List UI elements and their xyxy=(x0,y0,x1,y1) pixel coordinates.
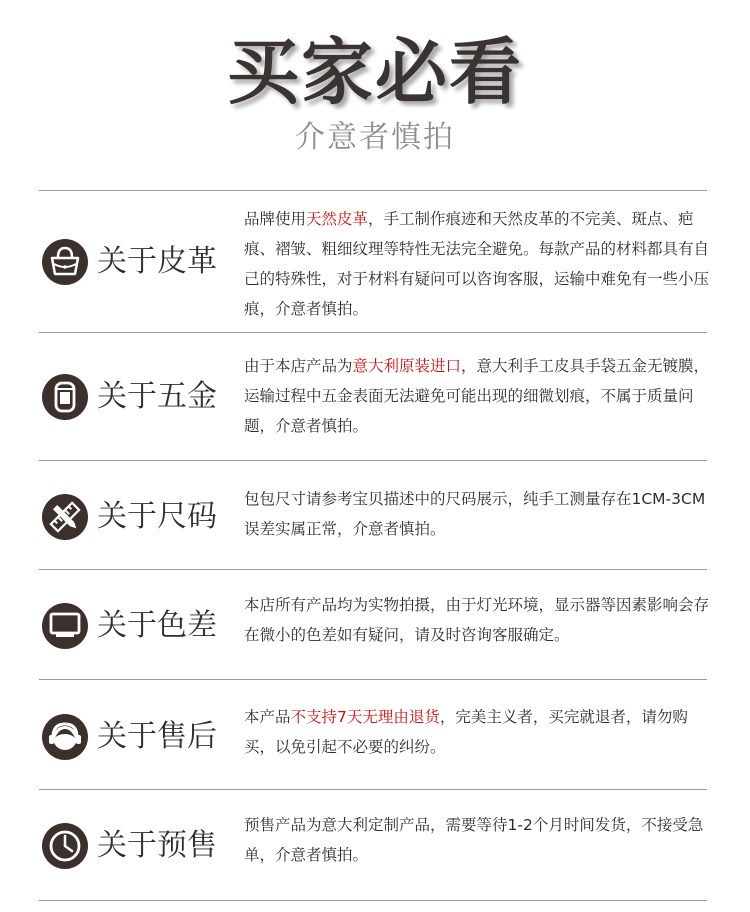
section-color xyxy=(39,570,710,679)
section-leather xyxy=(39,191,710,332)
section-hardware xyxy=(39,333,710,460)
section-text: 预售产品为意大利定制产品，需要等待1-2个月时间发货，不接受急单，介意者慎拍。 xyxy=(244,816,704,864)
section-text: 由于本店产品为意大利原装进口，意大利手工皮具手袋五金无镀膜，运输过程中五金表面无法避免可能出现的细微划痕，不属于质量问题，介意者慎拍。 xyxy=(244,357,710,435)
section-heading: 关于五金 xyxy=(97,379,217,414)
section-heading: 关于色差 xyxy=(97,608,217,643)
hardware-buckle-icon xyxy=(41,373,89,421)
section-heading: 关于售后 xyxy=(97,719,217,754)
monitor-icon xyxy=(41,602,89,650)
section-heading: 关于皮革 xyxy=(97,244,217,279)
clock-icon xyxy=(41,822,89,870)
section-heading: 关于尺码 xyxy=(97,499,217,534)
highlight-text: 天然皮革 xyxy=(306,210,369,228)
section-size xyxy=(39,461,707,569)
section-text: 本产品不支持7天无理由退货，完美主义者，买完就退者，请勿购买，以免引起不必要的纠纷。 xyxy=(244,708,688,756)
pencil-ruler-icon xyxy=(41,493,89,541)
page-subtitle: 介意者慎拍 xyxy=(295,120,455,155)
section-text: 包包尺寸请参考宝贝描述中的尺码展示，纯手工测量存在1CM-3CM误差实属正常，介意者慎拍。 xyxy=(244,490,706,538)
handbag-icon xyxy=(41,238,89,286)
section-presale xyxy=(39,790,707,900)
divider xyxy=(39,900,707,901)
highlight-text: 不支持7天无理由退货 xyxy=(290,708,440,726)
customer-service-icon xyxy=(41,713,89,761)
highlight-text: 意大利原装进口 xyxy=(352,357,462,375)
section-heading: 关于预售 xyxy=(97,828,217,863)
page-title: 买家必看 xyxy=(226,30,523,114)
section-text: 品牌使用天然皮革，手工制作痕迹和天然皮革的不完美、斑点、疤痕、褶皱、粗细纹理等特性无法完全避免。每款产品的材料都具有自己的特殊性，对于材料有疑问可以咨询客服，运输中难免有一些小压痕，介意者慎拍。 xyxy=(244,210,710,318)
section-after-sales xyxy=(39,680,707,789)
section-text: 本店所有产品均为实物拍摄，由于灯光环境，显示器等因素影响会存在微小的色差如有疑问，请及时咨询客服确定。 xyxy=(244,596,710,644)
